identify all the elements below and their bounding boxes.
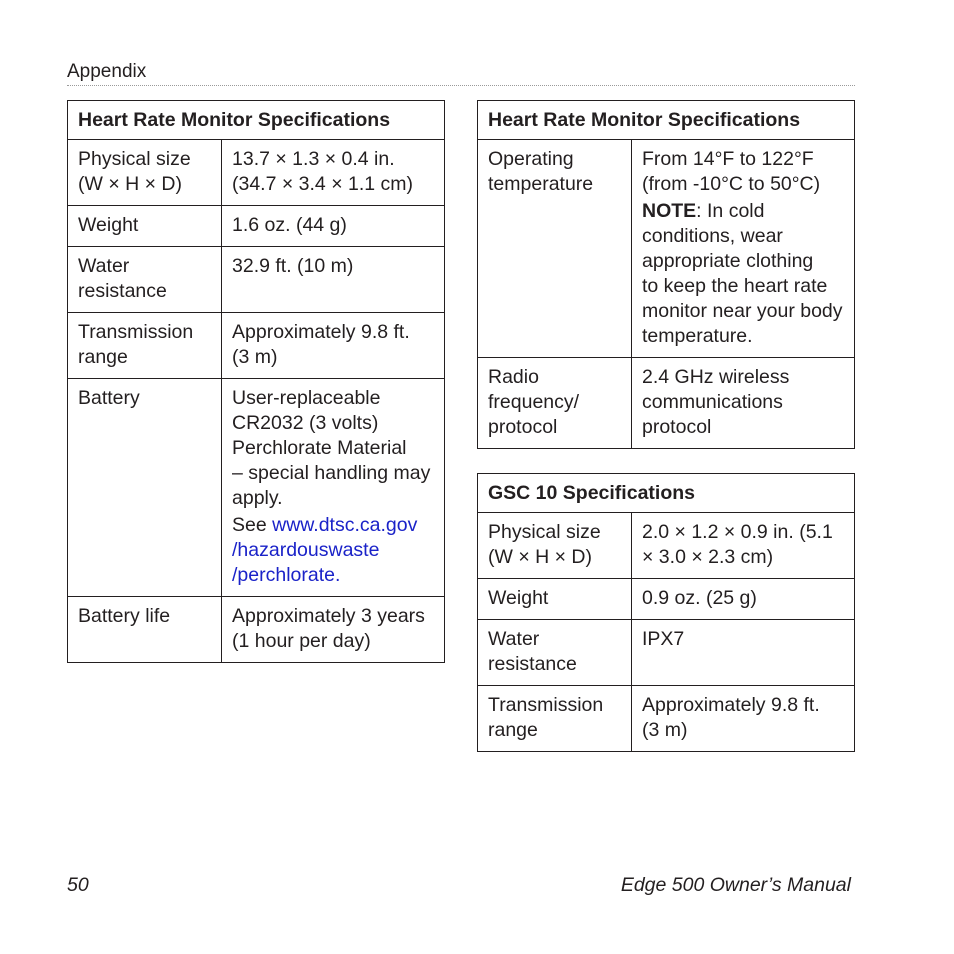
table-row xyxy=(478,579,855,620)
header-rule xyxy=(67,85,855,86)
table-row xyxy=(68,597,445,663)
spec-value: 0.9 oz. (25 g) xyxy=(632,579,855,620)
spec-value: 2.0 × 1.2 × 0.9 in. (5.1 × 3.0 × 2.3 cm) xyxy=(632,513,855,579)
manual-title: Edge 500 Owner’s Manual xyxy=(620,874,851,896)
spec-value: IPX7 xyxy=(632,620,855,686)
table-title: Heart Rate Monitor Specifications xyxy=(478,101,855,140)
spec-label: Weight xyxy=(68,206,222,247)
table-row xyxy=(478,686,855,752)
hrm-spec-table-right xyxy=(477,100,855,449)
note-label: NOTE xyxy=(642,200,697,222)
temperature-range: From 14°F to 122°F (from -10°C to 50°C) xyxy=(642,148,821,195)
spec-label: Physical size (W × H × D) xyxy=(478,513,632,579)
table-row xyxy=(68,140,445,206)
spec-label: Battery xyxy=(68,379,222,597)
table-row xyxy=(68,379,445,597)
table-row xyxy=(478,140,855,358)
table-row xyxy=(478,620,855,686)
table-header-row xyxy=(478,101,855,140)
spec-value: 1.6 oz. (44 g) xyxy=(222,206,445,247)
spec-label: Weight xyxy=(478,579,632,620)
table-header-row xyxy=(478,474,855,513)
spec-label: Radio frequency/ protocol xyxy=(478,358,632,449)
table-header-row xyxy=(68,101,445,140)
page-number: 50 xyxy=(67,874,89,896)
spec-value xyxy=(632,140,855,358)
table-row xyxy=(68,206,445,247)
table-title: GSC 10 Specifications xyxy=(478,474,855,513)
section-title: Appendix xyxy=(67,61,147,82)
spec-label: Operating temperature xyxy=(478,140,632,358)
battery-description: User-replaceable CR2032 (3 volts) Perchlorate Material – special handling may apply. xyxy=(232,387,431,509)
spec-value: Approximately 9.8 ft. (3 m) xyxy=(222,313,445,379)
spec-value xyxy=(222,379,445,597)
spec-value: Approximately 3 years (1 hour per day) xyxy=(222,597,445,663)
spec-label: Battery life xyxy=(68,597,222,663)
spec-label: Water resistance xyxy=(68,247,222,313)
spec-value: 32.9 ft. (10 m) xyxy=(222,247,445,313)
hrm-spec-table-left xyxy=(67,100,445,663)
spec-value: 13.7 × 1.3 × 0.4 in. (34.7 × 3.4 × 1.1 cm) xyxy=(222,140,445,206)
spec-label: Transmission range xyxy=(68,313,222,379)
table-row xyxy=(68,247,445,313)
table-row xyxy=(68,313,445,379)
table-title: Heart Rate Monitor Specifications xyxy=(68,101,445,140)
spec-label: Physical size (W × H × D) xyxy=(68,140,222,206)
table-row xyxy=(478,513,855,579)
temperature-note: NOTE: In cold conditions, wear appropriate clothing to keep the heart rate monitor near your body temperature. xyxy=(642,200,843,347)
perchlorate-reference: See www.dtsc.ca.gov /hazardouswaste /perchlorate. xyxy=(232,514,418,586)
spec-value: 2.4 GHz wireless communications protocol xyxy=(632,358,855,449)
dtsc-perchlorate-link[interactable]: www.dtsc.ca.gov /hazardouswaste /perchlorate. xyxy=(232,514,418,586)
gsc10-spec-table xyxy=(477,473,855,752)
spec-label: Transmission range xyxy=(478,686,632,752)
spec-value: Approximately 9.8 ft. (3 m) xyxy=(632,686,855,752)
spec-label: Water resistance xyxy=(478,620,632,686)
table-row xyxy=(478,358,855,449)
